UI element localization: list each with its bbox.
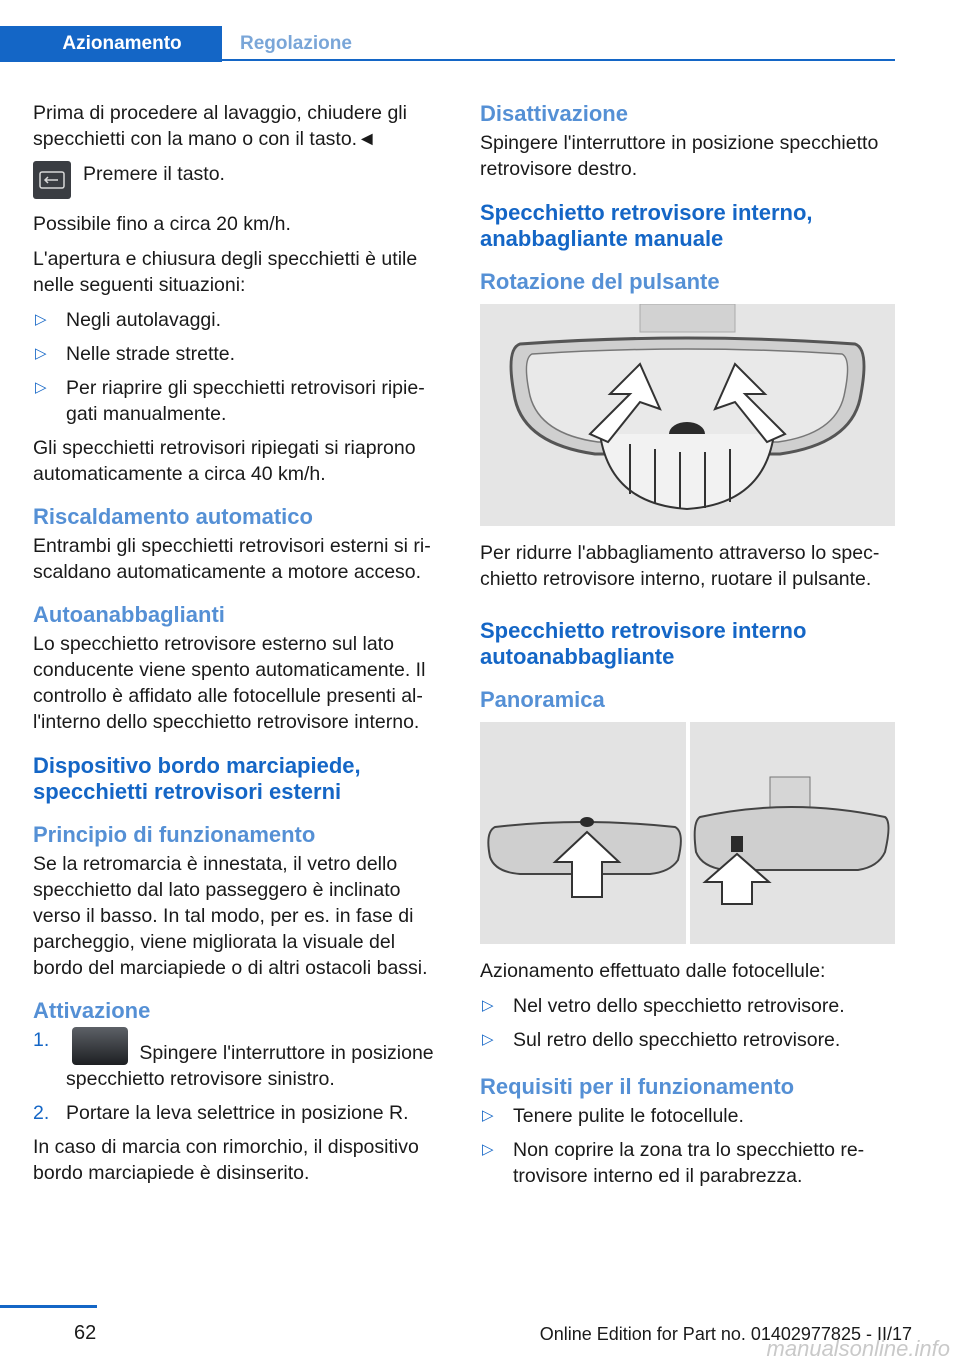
left-column: [33, 100, 448, 1195]
activation-steps: [33, 1027, 448, 1126]
paragraph: Per ridurre l'abbagliamento attraverso lo spec‐chietto retrovisore interno, ruotare il pulsante.: [480, 542, 880, 590]
paragraph: Lo specchietto retrovisore esterno sul lato conducente viene spento automaticamente. Il controllo è affidato alle fotocellule presenti al‐l'interno dello specchietto retrovisore interno.: [33, 633, 426, 733]
heading-overview: Panoramica: [480, 687, 605, 712]
step-item: 2. Portare la leva selettrice in posizione R.: [33, 1102, 409, 1124]
heading-manual-mirror: Specchietto retrovisore interno, anabbagliante manuale: [480, 200, 813, 251]
mirror-switch-icon: [72, 1027, 128, 1065]
paragraph: Se la retromarcia è innestata, il vetro dello specchietto dal lato passeggero è inclinato verso il basso. In tal modo, per es. in fase di parcheggio, viene migliorata la visuale del bordo del marciapiede o di altri ostacoli bassi.: [33, 853, 428, 979]
page-number: 62: [74, 1322, 97, 1344]
heading-principle: Principio di funzionamento: [33, 822, 316, 847]
triangle-bullet-icon: ▷: [482, 1031, 494, 1048]
paragraph: Prima di procedere al lavaggio, chiudere gli specchietti con la mano o con il tasto.◄: [33, 102, 407, 150]
paragraph: Possibile fino a circa 20 km/h.: [33, 213, 291, 235]
triangle-bullet-icon: ▷: [482, 1107, 494, 1124]
right-column: [480, 100, 895, 1197]
triangle-bullet-icon: ▷: [482, 997, 494, 1014]
triangle-bullet-icon: ▷: [35, 379, 47, 396]
heading-activation: Attivazione: [33, 998, 151, 1023]
paragraph: Azionamento effettuato dalle fotocellule:: [480, 960, 826, 982]
heading-heating: Riscaldamento automatico: [33, 504, 313, 529]
edition-text: Online Edition for Part no. 01402977825 - II/17: [539, 1324, 912, 1344]
tab-azionamento[interactable]: Azionamento: [0, 26, 222, 62]
heading-auto-mirror: Specchietto retrovisore interno autoanabbagliante: [480, 618, 807, 669]
list-item: ▷ Sul retro dello specchietto retrovisore.: [482, 1029, 841, 1051]
list-item: ▷ Nelle strade strette.: [35, 343, 236, 365]
header-tabs: [0, 26, 895, 62]
photocell-illustration: [480, 722, 895, 944]
press-key-text: Premere il tasto.: [83, 163, 225, 185]
list-item: ▷ Nel vetro dello specchietto retrovisore.: [482, 995, 845, 1017]
figure-photocells: [480, 722, 895, 944]
rearview-mirror-knob-illustration: [480, 304, 895, 526]
triangle-bullet-icon: ▷: [482, 1141, 494, 1158]
paragraph: Gli specchietti retrovisori ripiegati si riaprono automaticamente a circa 40 km/h.: [33, 437, 416, 485]
paragraph: Entrambi gli specchietti retrovisori esterni si ri‐scaldano automaticamente a motore acceso.: [33, 535, 431, 583]
figure-rotating-knob: [480, 304, 895, 526]
press-key-row: [33, 161, 448, 199]
heading-curb-function: Dispositivo bordo marciapiede, specchietti retrovisori esterni: [33, 753, 361, 804]
list-item: ▷ Non coprire la zona tra lo specchietto re‐trovisore interno ed il parabrezza.: [482, 1139, 865, 1187]
list-item: ▷ Negli autolavaggi.: [35, 309, 222, 331]
footer-rule: [0, 1305, 97, 1308]
step-item: 1. Spingere l'interruttore in posizione specchietto retrovisore sinistro.: [33, 1029, 434, 1090]
heading-requirements: Requisiti per il funzionamento: [480, 1074, 795, 1099]
triangle-bullet-icon: ▷: [35, 311, 47, 328]
header-rule: [222, 59, 895, 61]
watermark: manualsonline.info: [766, 1336, 950, 1361]
heading-auto-dimming: Autoanabbaglianti: [33, 602, 225, 627]
triangle-bullet-icon: ▷: [35, 345, 47, 362]
tab-regolazione[interactable]: Regolazione: [240, 33, 352, 54]
list-item: ▷ Tenere pulite le fotocellule.: [482, 1105, 744, 1127]
photocell-list: [480, 993, 895, 1053]
paragraph: Spingere l'interruttore in posizione specchietto retrovisore destro.: [480, 132, 879, 180]
paragraph: In caso di marcia con rimorchio, il dispositivo bordo marciapiede è disinserito.: [33, 1136, 419, 1184]
situations-list: [33, 307, 448, 427]
paragraph: L'apertura e chiusura degli specchietti è utile nelle seguenti situazioni:: [33, 248, 418, 296]
requirements-list: [480, 1103, 895, 1189]
heading-deactivation: Disattivazione: [480, 101, 628, 126]
mirror-fold-key-icon: [33, 161, 71, 199]
heading-rotation: Rotazione del pulsante: [480, 269, 720, 294]
list-item: ▷ Per riaprire gli specchietti retrovisori ripie‐gati manualmente.: [35, 377, 425, 425]
